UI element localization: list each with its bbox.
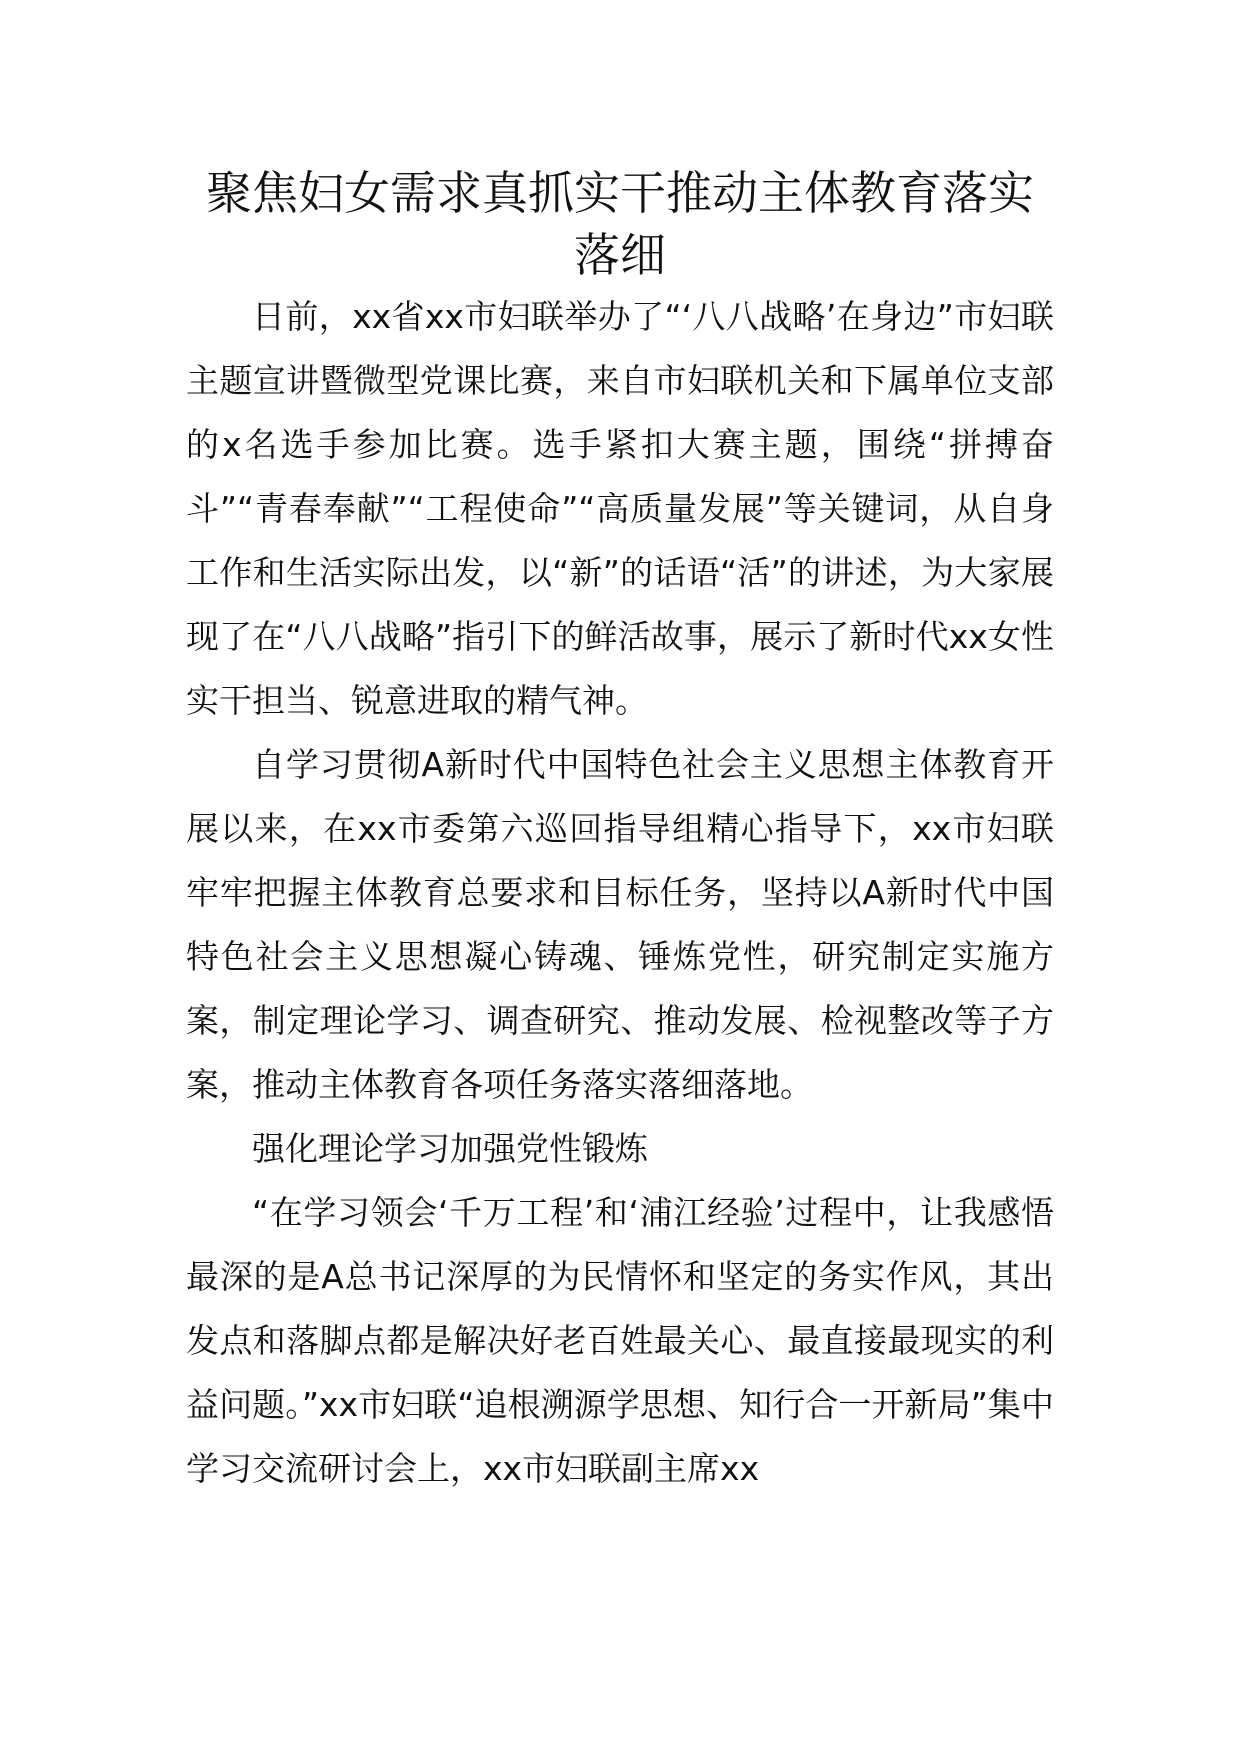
document-title: 聚焦妇女需求真抓实干推动主体教育落实落细 bbox=[206, 166, 1034, 282]
section-heading: 强化理论学习加强党性锻炼 bbox=[252, 1129, 648, 1168]
paragraph-1: 日前，xx省xx市妇联举办了“‘八八战略’在身边”市妇联主题宣讲暨微型党课比赛，来自市妇联机关和下属单位支部的x名选手参加比赛。选手紧扣大赛主题，围绕“拼搏奋斗”“青春奉献”“工程使命”“高质量发展”等关键词，从自身工作和生活实际出发，以“新”的话语“活”的讲述，为大家展现了在“八八战略”指引下的鲜活故事，展示了新时代xx女性实干担当、锐意进取的精气神。 bbox=[186, 297, 1054, 720]
document-body bbox=[186, 285, 1054, 1501]
paragraph-2: 自学习贯彻A新时代中国特色社会主义思想主体教育开展以来，在xx市委第六巡回指导组精心指导下，xx市妇联牢牢把握主体教育总要求和目标任务，坚持以A新时代中国特色社会主义思想凝心铸魂、锤炼党性，研究制定实施方案，制定理论学习、调查研究、推动发展、检视整改等子方案，推动主体教育各项任务落实落细落地。 bbox=[186, 745, 1054, 1104]
paragraph-3: “在学习领会‘千万工程’和‘浦江经验’过程中，让我感悟最深的是A总书记深厚的为民情怀和坚定的务实作风，其出发点和落脚点都是解决好老百姓最关心、最直接最现实的利益问题。”xx市妇联“追根溯源学思想、知行合一开新局”集中学习交流研讨会上，xx市妇联副主席xx bbox=[186, 1193, 1054, 1488]
